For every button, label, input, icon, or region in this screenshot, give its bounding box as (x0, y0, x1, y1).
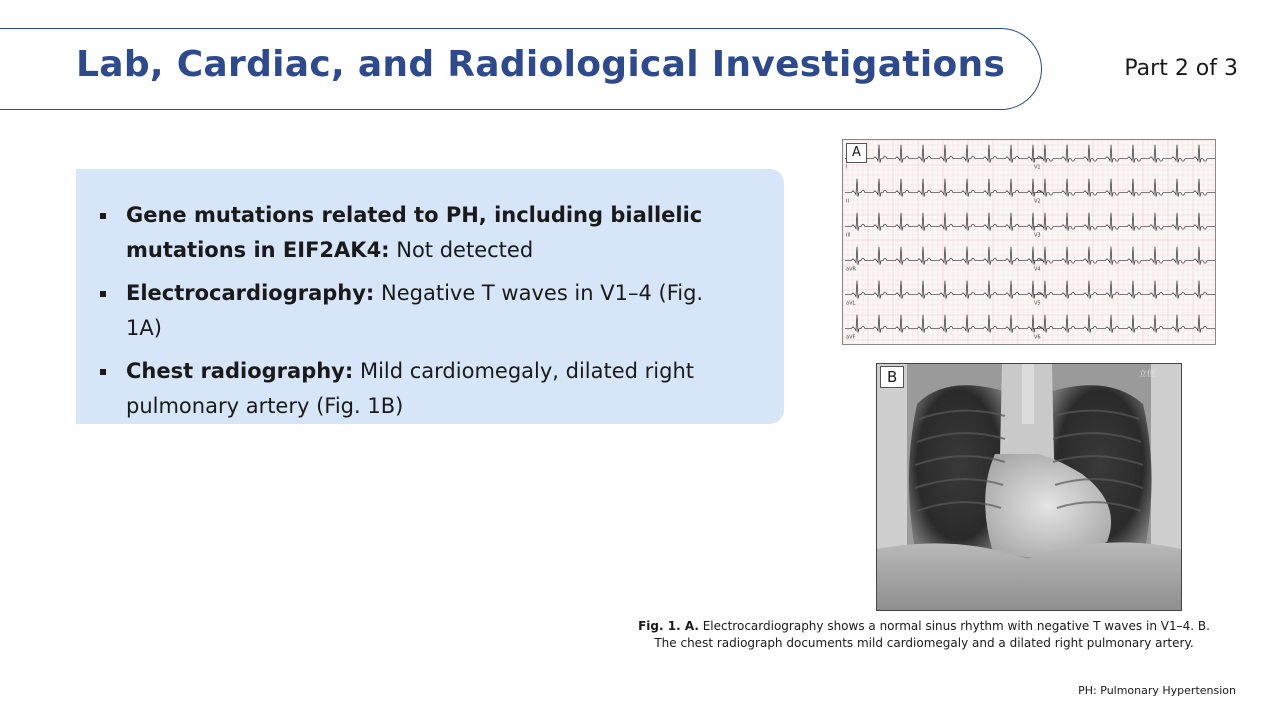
finding-label: Chest radiography: (126, 359, 354, 383)
bullet-icon (100, 213, 106, 219)
findings-list (96, 198, 736, 432)
ecg-lead-label: aVL (846, 300, 856, 307)
ecg-lead-trace (1033, 179, 1215, 197)
finding-radiography (96, 354, 736, 424)
page-title: Lab, Cardiac, and Radiological Investigations (76, 44, 1006, 85)
ecg-lead-label: III (846, 232, 851, 239)
finding-ecg (96, 276, 736, 346)
finding-label: Gene mutations related to PH, including biallelic mutations in EIF2AK4: (126, 203, 703, 262)
finding-label: Electrocardiography: (126, 281, 375, 305)
ecg-lead-label: V4 (1034, 266, 1041, 273)
ecg-lead-label: aVF (846, 334, 856, 341)
figure-label-a: A (846, 143, 867, 163)
xray-position-marker: 立位 (1139, 369, 1155, 378)
caption-lead: Fig. 1. A. (638, 619, 699, 633)
part-indicator: Part 2 of 3 (1124, 56, 1238, 81)
ecg-lead-label: aVR (846, 266, 856, 273)
ecg-figure (842, 139, 1216, 345)
chest-xray-image (877, 364, 1181, 610)
caption-text: Electrocardiography shows a normal sinus rhythm with negative T waves in V1–4. B. The chest radiograph documents mild cardiomegaly and a dilated right pulmonary artery. (654, 619, 1210, 650)
bullet-icon (100, 291, 106, 297)
ecg-lead-trace (845, 179, 1043, 197)
ecg-lead-label: V6 (1034, 334, 1041, 341)
finding-value: Mild cardiomegaly, dilated right pulmonary artery (Fig. 1B) (126, 359, 694, 418)
finding-gene (96, 198, 736, 268)
figure-caption (630, 618, 1218, 652)
ecg-lead-label: V2 (1034, 198, 1041, 205)
ecg-lead-label: I (846, 164, 848, 171)
ecg-lead-trace (845, 247, 1043, 265)
finding-value: Not detected (389, 238, 534, 262)
chest-xray-figure (876, 363, 1182, 611)
ecg-lead-trace (1033, 247, 1215, 265)
ecg-lead-label: V3 (1034, 232, 1041, 239)
ecg-lead-label: V5 (1034, 300, 1041, 307)
bullet-icon (100, 369, 106, 375)
ecg-trace (843, 140, 1215, 344)
finding-value: Negative T waves in V1–4 (Fig. 1A) (126, 281, 704, 340)
ecg-lead-label: II (846, 198, 849, 205)
figure-label-b: B (880, 366, 904, 388)
ecg-lead-label: V1 (1034, 164, 1041, 171)
abbreviation-footnote: PH: Pulmonary Hypertension (1078, 684, 1236, 697)
